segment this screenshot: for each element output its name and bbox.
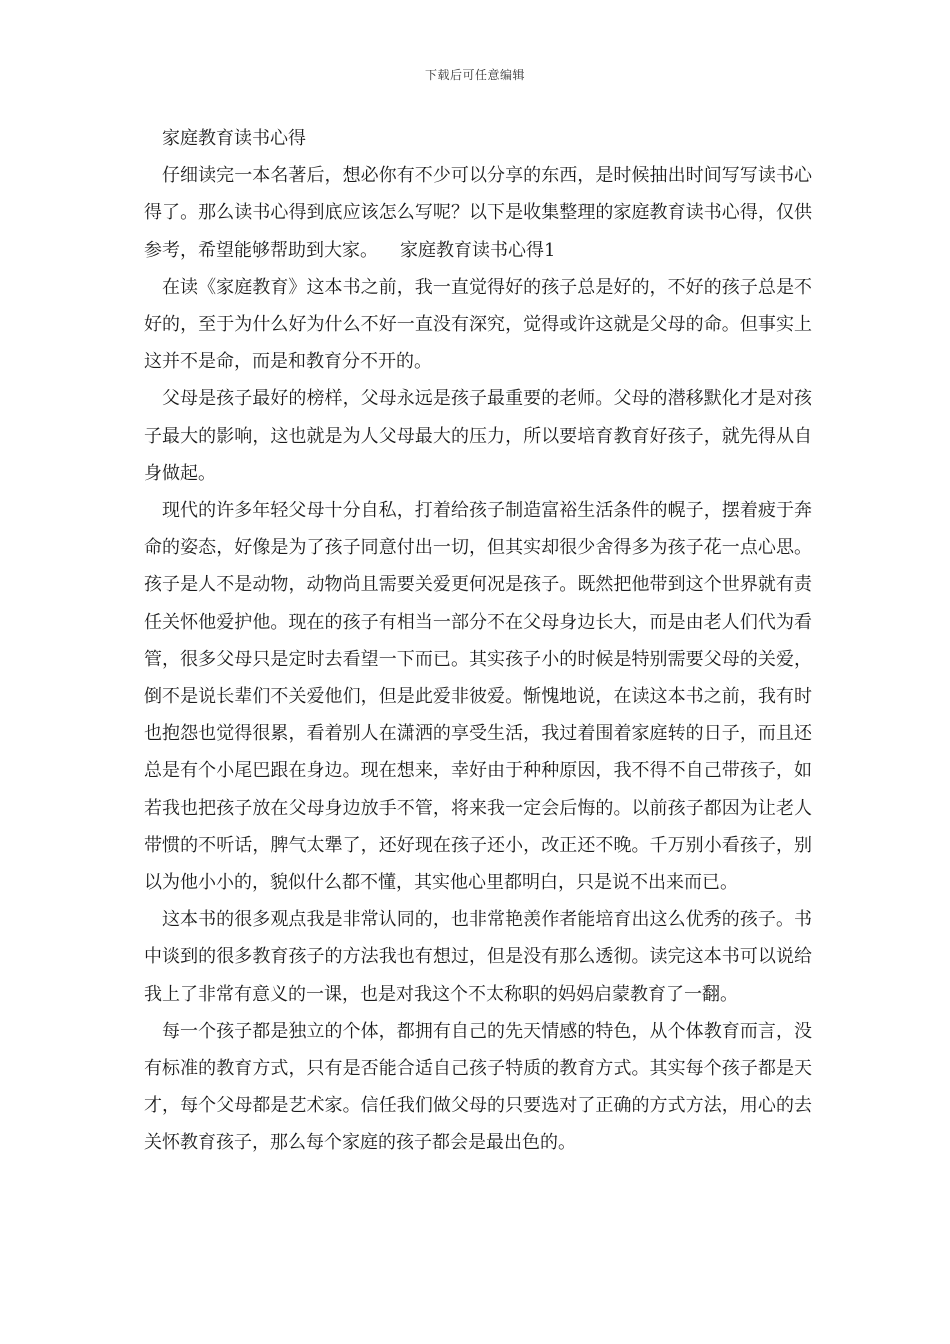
page-header: 下载后可任意编辑	[424, 68, 525, 82]
body-paragraph-1: 在读《家庭教育》这本书之前，我一直觉得好的孩子总是好的，不好的孩子总是不好的，至于为什么好为什么不好一直没有深究，觉得或许这就是父母的命。但事实上这并不是命，而是和教育分不开的。	[144, 276, 812, 373]
body-paragraph-5: 每一个孩子都是独立的个体，都拥有自己的先天情感的特色，从个体教育而言，没有标准的教育方式，只有是否能合适自己孩子特质的教育方式。其实每个孩子都是天才，每个父母都是艺术家。信任我们做父母的只要选对了正确的方式方法，用心的去关怀教育孩子，那么每个家庭的孩子都会是最出色的。	[144, 1020, 812, 1154]
document-body	[144, 120, 812, 1162]
body-paragraph-4: 这本书的很多观点我是非常认同的，也非常艳羡作者能培育出这么优秀的孩子。书中谈到的很多教育孩子的方法我也有想过，但是没有那么透彻。读完这本书可以说给我上了非常有意义的一课，也是对我这个不太称职的妈妈启蒙教育了一翻。	[144, 909, 812, 1005]
body-paragraph-3: 现代的许多年轻父母十分自私，打着给孩子制造富裕生活条件的幌子，摆着疲于奔命的姿态，好像是为了孩子同意付出一切，但其实却很少舍得多为孩子花一点心思。孩子是人不是动物，动物尚且需要关爱更何况是孩子。既然把他带到这个世界就有责任关怀他爱护他。现在的孩子有相当一部分不在父母身边长大，而是由老人们代为看管，很多父母只是定时去看望一下而已。其实孩子小的时候是特别需要父母的关爱，倒不是说长辈们不关爱他们，但是此爱非彼爱。惭愧地说，在读这本书之前，我有时也抱怨也觉得很累，看着别人在潇洒的享受生活，我过着围着家庭转的日子，而且还总是有个小尾巴跟在身边。现在想来，幸好由于种种原因，我不得不自己带孩子，如若我也把孩子放在父母身边放手不管，将来我一定会后悔的。以前孩子都因为让老人带惯的不听话，脾气太犟了，还好现在孩子还小，改正还不晚。千万别小看孩子，别以为他小小的，貌似什么都不懂，其实他心里都明白，只是说不出来而已。	[144, 500, 812, 894]
body-paragraph-2: 父母是孩子最好的榜样，父母永远是孩子最重要的老师。父母的潜移默化才是对孩子最大的影响，这也就是为人父母最大的压力，所以要培育教育好孩子，就先得从自身做起。	[144, 388, 812, 484]
document-title: 家庭教育读书心得	[162, 128, 306, 149]
intro-text: 仔细读完一本名著后，想必你有不少可以分享的东西，是时候抽出时间写写读书心得了。那么读书心得到底应该怎么写呢？以下是收集整理的家庭教育读书心得，仅供参考，希望能够帮助到大家。	[144, 165, 812, 261]
intro-paragraph	[144, 157, 812, 269]
section-heading: 家庭教育读书心得1	[400, 239, 556, 261]
